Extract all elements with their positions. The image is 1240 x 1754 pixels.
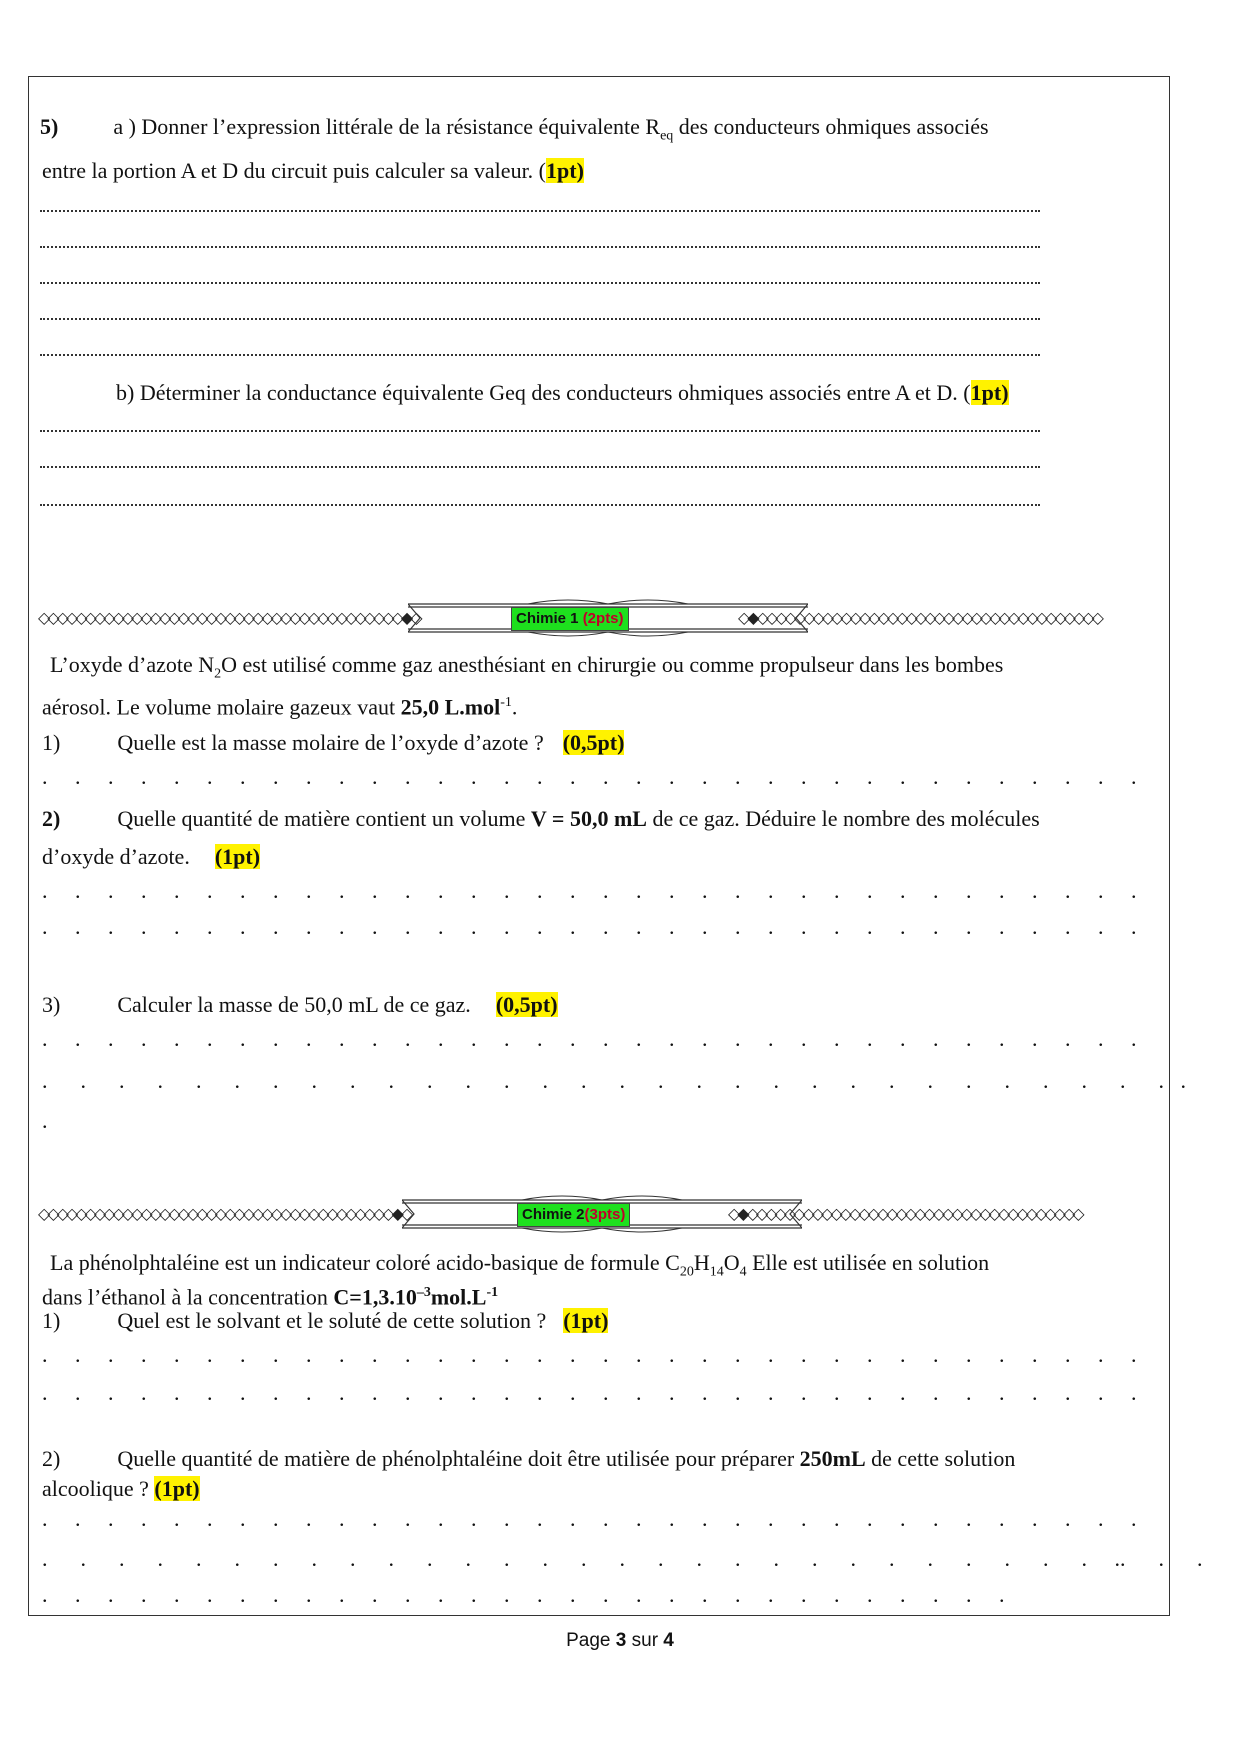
answer-dots[interactable]: . [42, 1108, 48, 1133]
q5a-text: a ) Donner l’expression littérale de la résistance équivalente R [113, 114, 661, 139]
formula-sub-20: 20 [679, 1264, 694, 1280]
chimie2-intro2 [42, 1280, 498, 1310]
answer-line[interactable] [40, 420, 1040, 432]
chimie1-q2-text-a: Quelle quantité de matière contient un volume [117, 806, 531, 831]
q5b-line [116, 380, 1009, 406]
chimie1-intro2 [42, 690, 517, 720]
chimie1-q2 [42, 806, 1040, 832]
chimie2-q2-text-c: de cette solution [865, 1446, 1016, 1471]
chimie1-q3 [42, 992, 558, 1018]
answer-line[interactable] [40, 236, 1040, 248]
footer-page-total: 4 [663, 1630, 674, 1651]
q5b-points: 1pt) [970, 380, 1009, 405]
formula-sub-4: 4 [739, 1264, 747, 1280]
answer-line[interactable] [40, 308, 1040, 320]
footer-page-word: Page [566, 1630, 616, 1651]
banner-left-chain: ◇◇◇◇◇◇◇◇◇◇◇◇◇◇◇◇◇◇◇◇◇◇◇◇◇◇◇◇◇◇◇◇◇◇◇◇◇◇◆◇ [38, 1204, 411, 1223]
chimie2-intro1a: La phénolphtaléine est un indicateur coloré acido-basique de formule C [50, 1250, 680, 1275]
footer-sur: sur [626, 1630, 664, 1651]
chimie1-q1-text: Quelle est la masse molaire de l’oxyde d’azote ? [117, 730, 544, 755]
chimie2-q2-line2 [42, 1476, 200, 1502]
chimie1-banner [38, 594, 1148, 644]
chimie1-q3-text: Calculer la masse de 50,0 mL de ce gaz. [117, 992, 471, 1017]
chimie2-q2-num: 2) [42, 1446, 61, 1471]
chimie1-q2-line2-text: d’oxyde d’azote. [42, 844, 190, 869]
chimie2-q1-text: Quel est le solvant et le soluté de cette solution ? [117, 1308, 547, 1333]
answer-dots[interactable]: . . . . . . . . . . . . . . . . . . . . . . . . . . . . . . . . . . [42, 1506, 1137, 1531]
q5a-sub: eq [660, 128, 674, 144]
banner-right-chain: ◇◆◇◇◇◇◇◇◇◇◇◇◇◇◇◇◇◇◇◇◇◇◇◇◇◇◇◇◇◇◇◇◇◇◇◇◇◇ [728, 1204, 1082, 1223]
q5a-text2: des conducteurs ohmiques associés [673, 114, 989, 139]
answer-line[interactable] [40, 344, 1040, 356]
q5-line2 [42, 158, 584, 184]
q5a-line2: entre la portion A et D du circuit puis calculer sa valeur. ( [42, 158, 547, 183]
chimie1-q2-text-b: V = 50,0 mL [530, 806, 647, 831]
formula-h: H [693, 1250, 710, 1275]
answer-dots[interactable]: . . . . . . . . . . . . . . . . . . . . . . . . . . . . . . [42, 1582, 1005, 1607]
chimie1-intro1a: L’oxyde d’azote N [50, 652, 215, 677]
chimie1-intro2a: aérosol. Le volume molaire gazeux vaut [42, 694, 401, 720]
chimie1-label: Chimie 1 [516, 610, 583, 627]
chimie2-q2-line2-text: alcoolique ? [42, 1476, 155, 1501]
chimie2-q2-text-b: 250mL [799, 1446, 866, 1471]
chimie1-intro1 [50, 652, 1003, 687]
chimie1-intro1sub: 2 [214, 666, 222, 682]
answer-dots[interactable]: . . . . . . . . . . . . . . . . . . . . . . . . . . . . . . . [42, 1068, 1186, 1093]
formula-sub-14: 14 [709, 1264, 724, 1280]
answer-dots[interactable]: . . . . . . . . . . . . . . . . . . . . . . . . . . . . . . . . . . [42, 914, 1137, 939]
answer-dots[interactable]: . . . . . . . . . . . . . . . . . . . . . . . . . . . . .. . . [42, 1546, 1203, 1571]
chimie2-intro2sup1: –3 [416, 1285, 431, 1300]
answer-line[interactable] [40, 200, 1040, 212]
chimie2-intro2a: dans l’éthanol à la concentration [42, 1284, 334, 1310]
chimie2-q2-points: (1pt) [154, 1476, 200, 1501]
chimie1-title [511, 607, 629, 631]
answer-dots[interactable]: . . . . . . . . . . . . . . . . . . . . . . . . . . . . . . . . . . [42, 1026, 1137, 1051]
chimie2-q1-num: 1) [42, 1308, 61, 1333]
formula-o: O [723, 1250, 740, 1275]
chimie1-intro2b: 25,0 L.mol [400, 694, 501, 720]
chimie2-q1 [42, 1308, 608, 1334]
chimie2-banner [38, 1190, 1148, 1240]
answer-line[interactable] [40, 456, 1040, 468]
chimie1-q2-points: (1pt) [214, 844, 261, 869]
chimie1-q2-num: 2) [42, 806, 61, 831]
page-footer [0, 1630, 1240, 1652]
chimie2-label: Chimie 2 [522, 1206, 585, 1223]
answer-line[interactable] [40, 272, 1040, 284]
chimie1-q2-line2 [42, 844, 260, 870]
chimie1-q3-num: 3) [42, 992, 61, 1017]
q5b-text: b) Déterminer la conductance équivalente Geq des conducteurs ohmiques associés entre A et D. ( [116, 380, 971, 405]
chimie2-intro1b: Elle est utilisée en solution [746, 1250, 990, 1275]
chimie1-intro2c: . [511, 694, 518, 720]
chimie1-q3-points: (0,5pt) [495, 992, 558, 1017]
answer-dots[interactable]: . . . . . . . . . . . . . . . . . . . . . . . . . . . . . . . . . . [42, 764, 1137, 789]
chimie2-intro2b: C=1,3.10 [333, 1284, 417, 1310]
chimie1-q1 [42, 730, 624, 756]
chimie1-q2-text-c: de ce gaz. Déduire le nombre des molécules [646, 806, 1040, 831]
banner-left-chain: ◇◇◇◇◇◇◇◇◇◇◇◇◇◇◇◇◇◇◇◇◇◇◇◇◇◇◇◇◇◇◇◇◇◇◇◇◇◇◇◆◇ [38, 608, 420, 627]
answer-dots[interactable]: . . . . . . . . . . . . . . . . . . . . . . . . . . . . . . . . . . [42, 1380, 1137, 1405]
chimie1-points: (2pts) [582, 610, 624, 627]
answer-dots[interactable]: . . . . . . . . . . . . . . . . . . . . . . . . . . . . . . . . . . [42, 878, 1137, 903]
chimie2-q2 [42, 1446, 1015, 1472]
chimie1-intro2sup: -1 [500, 695, 512, 710]
chimie2-q2-text-a: Quelle quantité de matière de phénolphtaléine doit être utilisée pour préparer [117, 1446, 800, 1471]
chimie2-title [517, 1203, 630, 1227]
chimie1-q1-points: (0,5pt) [562, 730, 625, 755]
footer-page-number: 3 [615, 1630, 627, 1651]
chimie1-q1-num: 1) [42, 730, 61, 755]
answer-line[interactable] [40, 494, 1040, 506]
banner-right-chain: ◇◆◇◇◇◇◇◇◇◇◇◇◇◇◇◇◇◇◇◇◇◇◇◇◇◇◇◇◇◇◇◇◇◇◇◇◇◇◇ [738, 608, 1101, 627]
q5-number: 5) [40, 114, 59, 139]
chimie2-q1-points: (1pt) [563, 1308, 609, 1333]
chimie2-intro2sup2: -1 [486, 1285, 499, 1300]
q5a-points: 1pt) [546, 158, 584, 183]
chimie2-points: (3pts) [584, 1206, 626, 1223]
q5-line1 [40, 114, 989, 149]
answer-dots[interactable]: . . . . . . . . . . . . . . . . . . . . . . . . . . . . . . . . . . [42, 1342, 1137, 1367]
chimie2-intro2c: mol.L [430, 1284, 487, 1310]
chimie1-intro1b: O est utilisé comme gaz anesthésiant en chirurgie ou comme propulseur dans les bombes [221, 652, 1004, 677]
